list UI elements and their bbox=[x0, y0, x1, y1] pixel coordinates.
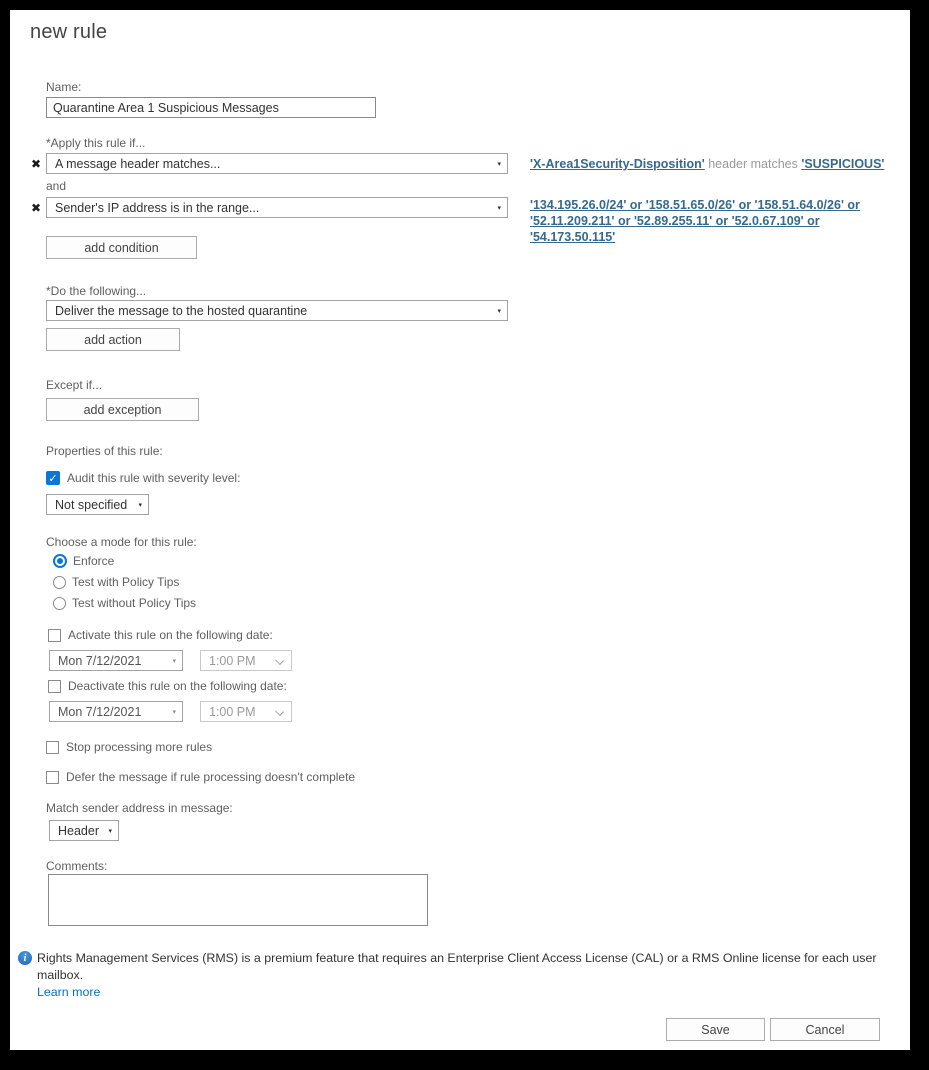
severity-dropdown[interactable] bbox=[46, 494, 149, 515]
action-dropdown[interactable] bbox=[46, 300, 508, 321]
cancel-button[interactable]: Cancel bbox=[770, 1018, 880, 1041]
activate-checkbox[interactable] bbox=[48, 629, 61, 642]
deactivate-date-dropdown[interactable] bbox=[49, 701, 183, 722]
mode-option-enforce bbox=[53, 554, 114, 568]
severity-value: Not specified bbox=[55, 497, 128, 512]
add-condition-button[interactable]: add condition bbox=[46, 236, 197, 259]
action-value: Deliver the message to the hosted quarantine bbox=[55, 303, 308, 318]
condition-joiner-label: and bbox=[46, 179, 67, 193]
activate-date-value: Mon 7/12/2021 bbox=[58, 653, 142, 668]
chevron-down-icon: ▾ bbox=[497, 307, 501, 315]
condition-1-dropdown[interactable] bbox=[46, 153, 508, 174]
mode-option-label: Test with Policy Tips bbox=[72, 575, 180, 589]
defer-message-label: Defer the message if rule processing doesn't complete bbox=[66, 770, 356, 784]
properties-label: Properties of this rule: bbox=[46, 444, 163, 458]
rms-notice-text bbox=[37, 950, 902, 1001]
mode-option-label: Test without Policy Tips bbox=[72, 596, 197, 610]
info-icon: i bbox=[18, 951, 32, 965]
remove-condition-2-icon[interactable]: ✖ bbox=[31, 201, 42, 215]
condition-2-value: Sender's IP address is in the range... bbox=[55, 200, 260, 215]
stop-processing-row bbox=[46, 740, 212, 754]
stop-processing-checkbox[interactable] bbox=[46, 741, 59, 754]
activate-label: Activate this rule on the following date: bbox=[68, 628, 273, 642]
radio-icon[interactable] bbox=[53, 597, 66, 610]
comments-label: Comments: bbox=[46, 859, 108, 873]
header-name-link[interactable]: 'X-Area1Security-Disposition' bbox=[530, 157, 705, 171]
mode-label: Choose a mode for this rule: bbox=[46, 535, 197, 549]
rms-notice: Rights Management Services (RMS) is a premium feature that requires an Enterprise Client Access License (CAL) or a RMS Online license for each user mailbox. bbox=[37, 951, 877, 982]
chevron-down-icon: ▾ bbox=[108, 827, 112, 835]
chevron-down-icon: ▾ bbox=[497, 160, 501, 168]
defer-message-row bbox=[46, 770, 355, 784]
stop-processing-label: Stop processing more rules bbox=[66, 740, 213, 754]
ip-range-link[interactable]: '134.195.26.0/24' or '158.51.65.0/26' or '158.51.64.0/26' or '52.11.209.211' or '52.89.255.11' or '52.0.67.109' or '54.173.50.115' bbox=[530, 198, 860, 244]
deactivate-checkbox[interactable] bbox=[48, 680, 61, 693]
chevron-down-icon bbox=[275, 707, 284, 716]
audit-checkbox-row bbox=[46, 471, 240, 485]
except-if-label: Except if... bbox=[46, 378, 103, 392]
add-action-button[interactable]: add action bbox=[46, 328, 180, 351]
condition-2-dropdown[interactable] bbox=[46, 197, 508, 218]
learn-more-link[interactable]: Learn more bbox=[37, 985, 101, 999]
add-exception-button[interactable]: add exception bbox=[46, 398, 199, 421]
chevron-down-icon: ▾ bbox=[138, 501, 142, 509]
deactivate-time-dropdown[interactable] bbox=[200, 701, 292, 722]
match-sender-dropdown[interactable] bbox=[49, 820, 119, 841]
radio-icon[interactable] bbox=[53, 576, 66, 589]
radio-selected-icon[interactable] bbox=[53, 554, 67, 568]
summary-middle-text: header matches bbox=[704, 157, 802, 171]
deactivate-label: Deactivate this rule on the following date: bbox=[68, 679, 287, 693]
page-title: new rule bbox=[30, 21, 108, 43]
deactivate-date-value: Mon 7/12/2021 bbox=[58, 704, 142, 719]
audit-checkbox[interactable]: ✓ bbox=[46, 471, 60, 485]
rms-notice-row bbox=[18, 950, 902, 1001]
mode-option-test-with-tips bbox=[53, 575, 179, 589]
activate-date-dropdown[interactable] bbox=[49, 650, 183, 671]
chevron-down-icon: ▾ bbox=[172, 708, 176, 716]
save-button[interactable]: Save bbox=[666, 1018, 765, 1041]
mode-option-test-without-tips bbox=[53, 596, 196, 610]
header-value-link[interactable]: 'SUSPICIOUS' bbox=[801, 157, 885, 171]
rule-name-input[interactable] bbox=[46, 97, 376, 118]
match-sender-label: Match sender address in message: bbox=[46, 801, 233, 815]
chevron-down-icon: ▾ bbox=[172, 657, 176, 665]
new-rule-dialog bbox=[10, 10, 910, 1050]
condition-1-summary bbox=[530, 156, 890, 172]
match-sender-value: Header bbox=[58, 823, 99, 838]
activate-time-value: 1:00 PM bbox=[209, 653, 256, 668]
chevron-down-icon bbox=[275, 656, 284, 665]
name-label: Name: bbox=[46, 80, 82, 94]
defer-message-checkbox[interactable] bbox=[46, 771, 59, 784]
deactivate-time-value: 1:00 PM bbox=[209, 704, 256, 719]
apply-rule-if-label: *Apply this rule if... bbox=[46, 136, 146, 150]
activate-checkbox-row bbox=[48, 628, 273, 642]
activate-time-dropdown[interactable] bbox=[200, 650, 292, 671]
comments-textarea[interactable] bbox=[48, 874, 428, 926]
mode-option-label: Enforce bbox=[73, 554, 115, 568]
remove-condition-1-icon[interactable]: ✖ bbox=[31, 157, 42, 171]
condition-2-summary bbox=[530, 197, 892, 245]
deactivate-checkbox-row bbox=[48, 679, 287, 693]
do-the-following-label: *Do the following... bbox=[46, 284, 147, 298]
condition-1-value: A message header matches... bbox=[55, 156, 221, 171]
audit-label: Audit this rule with severity level: bbox=[67, 471, 241, 485]
chevron-down-icon: ▾ bbox=[497, 204, 501, 212]
